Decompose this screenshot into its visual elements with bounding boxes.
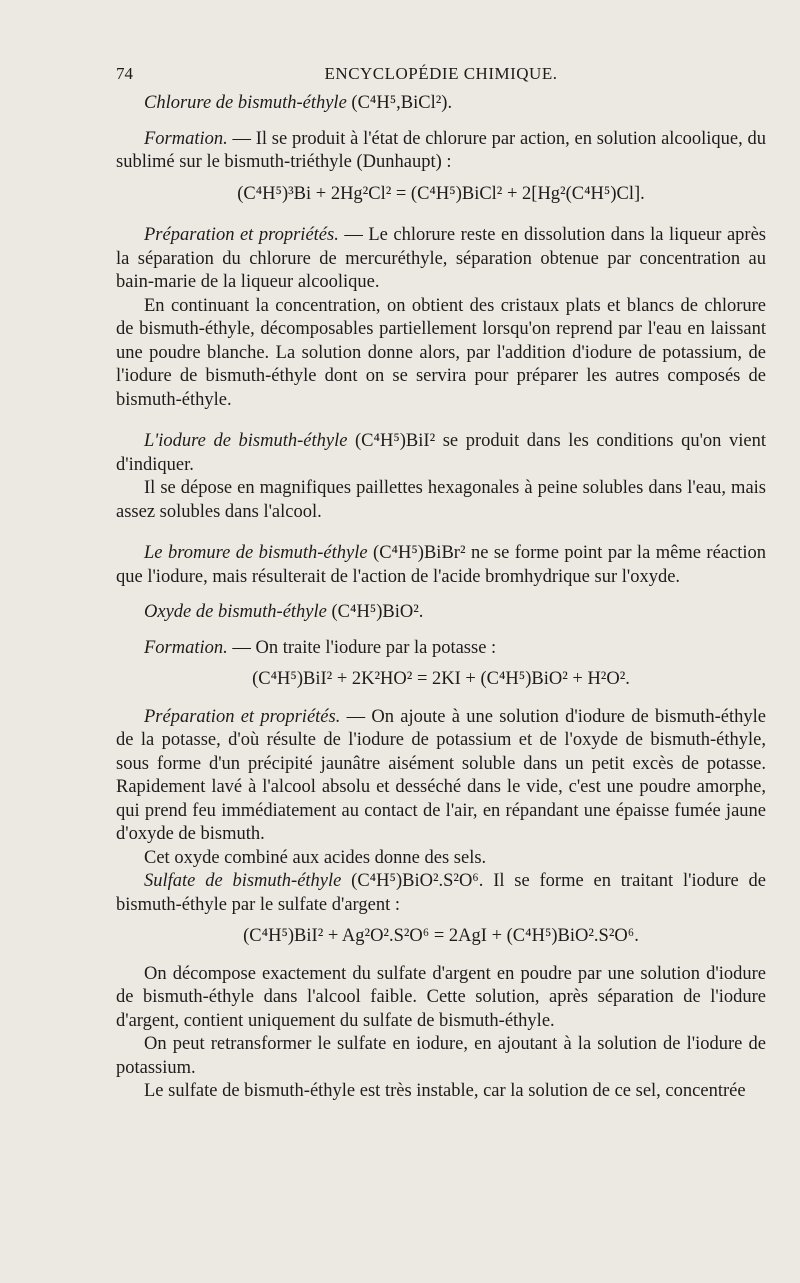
bromure-text: (C⁴H⁵)BiBr² ne se forme point par la même réaction que l'iodure, mais résulterait de l'action de l'acide bromhydrique sur l'oxyde.	[116, 543, 766, 587]
oxyde-formula: (C⁴H⁵)BiO².	[326, 602, 424, 622]
paragraph-preparation-2	[116, 706, 766, 847]
paragraph-sulfate-d: Le sulfate de bismuth-éthyle est très instable, car la solution de ce sel, concentrée	[144, 1081, 746, 1101]
prep1-label: Préparation et propriétés.	[144, 225, 339, 245]
prep1-text: — Le chlorure reste en dissolution dans la liqueur après la séparation du chlorure de mercuréthyle, séparation obtenue par concentration au bain-marie de la liqueur alcoolique.	[116, 225, 766, 292]
paragraph-bromure	[116, 542, 766, 589]
chlorure-formula: (C⁴H⁵,BiCl²).	[351, 93, 453, 113]
paragraph-preparation-1b: En continuant la concentration, on obtient des cristaux plats et blancs de chlorure de bismuth-éthyle, décomposables partiellement lorsqu'on reprend par l'eau en laissant une poudre blanche. La solution donne alors, par l'addition d'iodure de potassium, de l'iodure de bismuth-éthyle dont on se servira pour préparer les autres composés de bismuth-éthyle.	[116, 295, 766, 410]
section-heading-chlorure	[116, 92, 766, 116]
formation-label: Formation.	[144, 128, 228, 149]
paragraph-sulfate	[116, 870, 766, 917]
prep2-label: Préparation et propriétés.	[144, 706, 341, 727]
page-header	[116, 64, 766, 88]
equation-1: (C⁴H⁵)³Bi + 2Hg²Cl² = (C⁴H⁵)BiCl² + 2[Hg²(C⁴H⁵)Cl].	[237, 183, 645, 204]
chlorure-title: Chlorure de bismuth-éthyle	[144, 93, 347, 113]
formation2-label: Formation.	[144, 637, 228, 658]
equation-2: (C⁴H⁵)BiI² + 2K²HO² = 2KI + (C⁴H⁵)BiO² + H²O².	[252, 669, 630, 689]
paragraph-sulfate-b: On décompose exactement du sulfate d'argent en poudre par une solution d'iodure de bismuth-éthyle dans l'alcool faible. Cette solution, après séparation de l'iodure d'argent, contient uniquement du sulfate de bismuth-éthyle.	[116, 963, 766, 1031]
iodure-label: L'iodure de bismuth-éthyle	[144, 431, 348, 451]
paragraph-formation	[116, 128, 766, 175]
paragraph-preparation-1	[116, 224, 766, 295]
sulfate-text: (C⁴H⁵)BiO².S²O⁶. Il se forme en traitant l'iodure de bismuth-éthyle par le sulfate d'argent :	[116, 871, 766, 915]
formation-text: — Il se produit à l'état de chlorure par action, en solution alcoolique, du sublimé sur le bismuth-triéthyle (Dunhaupt) :	[116, 128, 766, 172]
paragraph-iodure	[116, 430, 766, 477]
section-heading-oxyde	[116, 601, 766, 625]
page-number: 74	[116, 64, 133, 83]
equation-3: (C⁴H⁵)BiI² + Ag²O².S²O⁶ = 2AgI + (C⁴H⁵)BiO².S²O⁶.	[243, 926, 639, 946]
oxyde-title: Oxyde de bismuth-éthyle	[144, 602, 327, 622]
running-title: ENCYCLOPÉDIE CHIMIQUE.	[324, 64, 558, 83]
formation2-text: — On traite l'iodure par la potasse :	[227, 637, 497, 658]
paragraph-iodure-b: Il se dépose en magnifiques paillettes hexagonales à peine solubles dans l'eau, mais assez solubles dans l'alcool.	[116, 478, 766, 522]
page-body	[116, 92, 766, 1104]
paragraph-formation-2	[116, 637, 766, 661]
sulfate-label: Sulfate de bismuth-éthyle	[144, 871, 342, 891]
paragraph-preparation-2b: Cet oxyde combiné aux acides donne des sels.	[144, 847, 487, 868]
paragraph-sulfate-c: On peut retransformer le sulfate en iodure, en ajoutant à la solution de l'iodure de potassium.	[116, 1034, 766, 1078]
prep2-text: — On ajoute à une solution d'iodure de bismuth-éthyle de la potasse, d'où résulte de l'iodure de potassium et de l'oxyde de bismuth-éthyle, sous forme d'un précipité jaunâtre aisément soluble dans un petit excès de potasse. Rapidement lavé à l'alcool absolu et desséché dans le vide, c'est une poudre amorphe, qui prend feu immédiatement au contact de l'air, en répandant une épaisse fumée jaune d'oxyde de bismuth.	[116, 706, 766, 844]
iodure-text: (C⁴H⁵)BiI² se produit dans les conditions qu'on vient d'indiquer.	[116, 431, 766, 475]
bromure-label: Le bromure de bismuth-éthyle	[144, 543, 368, 563]
